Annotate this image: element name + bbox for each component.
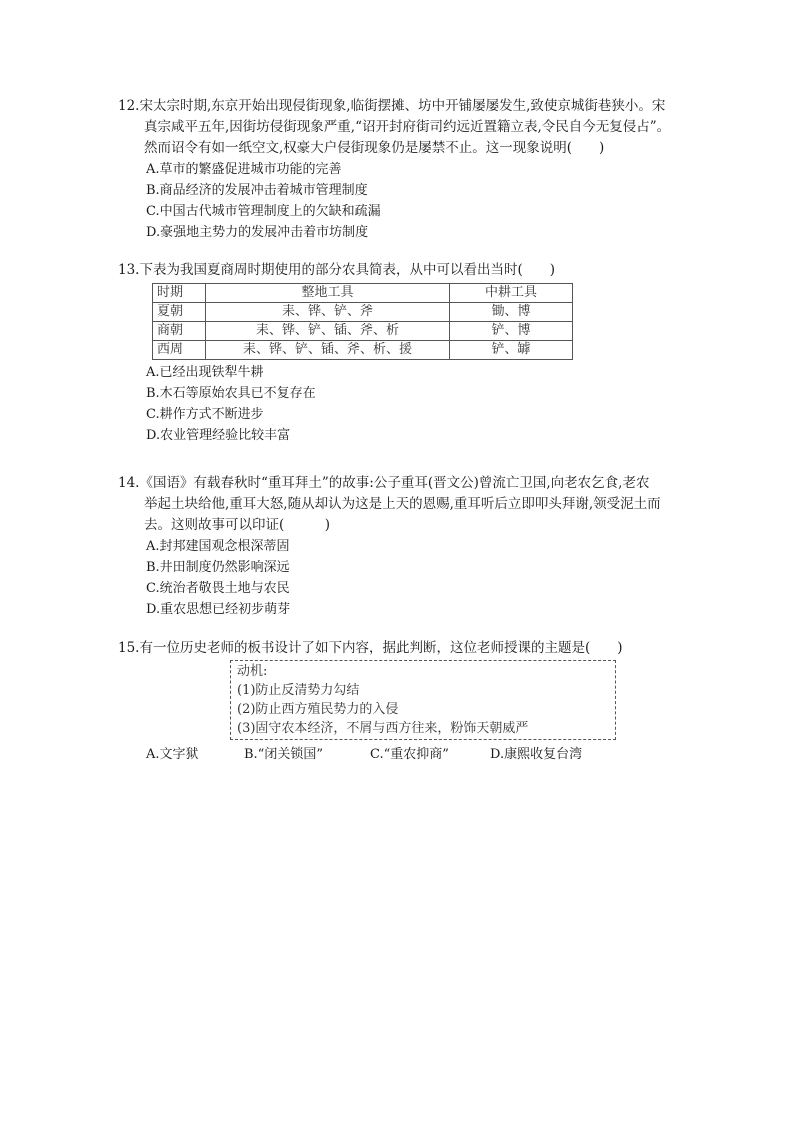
table-cell: 耒、铧、铲、锸、斧、析 <box>206 322 450 341</box>
question-stem <box>118 473 698 494</box>
option-b: B.木石等原始农具已不复存在 <box>146 386 316 401</box>
option-b: B.“闭关锁国” <box>244 747 323 762</box>
table-header-cell: 时期 <box>153 284 206 303</box>
table-header-row <box>153 284 573 303</box>
table-header-cell: 整地工具 <box>206 284 450 303</box>
option-d: D.农业管理经验比较丰富 <box>146 428 291 443</box>
option-c: C.统治者敬畏土地与农民 <box>146 581 290 596</box>
option-a: A.文字狱 <box>146 747 199 762</box>
table-row <box>153 322 573 341</box>
question-stem <box>118 96 698 117</box>
option-a: A.封邦建国观念根深蒂固 <box>146 539 290 554</box>
blackboard-box <box>230 660 616 740</box>
stem-line: 真宗咸平五年,因街坊侵街现象严重,“诏开封府街司约远近置籍立表,令民自今无复侵占”。 <box>144 119 671 135</box>
stem-line: 宋太宗时期,东京开始出现侵街现象,临街摆摊、坊中开铺屡屡发生,致使京城街巷狭小。宋 <box>139 98 666 114</box>
board-line: (3)固守农本经济，不屑与西方往来，粉饰天朝威严 <box>237 721 529 736</box>
question-15 <box>118 638 698 765</box>
table-row <box>153 341 573 360</box>
option-d: D.豪强地主势力的发展冲击着市坊制度 <box>146 225 369 240</box>
option-b: B.商品经济的发展冲击着城市管理制度 <box>146 183 368 198</box>
table-cell: 耒、铧、铲、锸、斧、析、援 <box>206 341 450 360</box>
table-cell: 商朝 <box>153 322 206 341</box>
table-cell: 锄、博 <box>450 303 573 322</box>
option-b: B.井田制度仍然影响深远 <box>146 560 290 575</box>
question-number: 14. <box>118 475 140 491</box>
stem-line: 有一位历史老师的板书设计了如下内容，据此判断，这位老师授课的主题是( ) <box>139 640 623 656</box>
option-c: C.中国古代城市管理制度上的欠缺和疏漏 <box>146 204 381 219</box>
question-number: 13. <box>118 262 140 278</box>
question-14 <box>118 473 698 620</box>
stem-line: 然而诏令有如一纸空文,权豪大户侵街现象仍是屡禁不止。这一现象说明( ) <box>144 140 605 156</box>
table-cell: 铲、罅 <box>450 341 573 360</box>
option-d: D.重农思想已经初步萌芽 <box>146 602 291 617</box>
table-header-cell: 中耕工具 <box>450 284 573 303</box>
table-cell: 西周 <box>153 341 206 360</box>
board-line: 动机: <box>237 664 268 679</box>
stem-line: 《国语》有载春秋时“重耳拜土”的故事:公子重耳(晋文公)曾流亡卫国,向老农乞食,老农 <box>139 475 650 491</box>
question-12 <box>118 96 698 243</box>
stem-line: 下表为我国夏商周时期使用的部分农具简表，从中可以看出当时( ) <box>139 262 556 278</box>
question-stem <box>118 638 698 659</box>
stem-line: 去。这则故事可以印证( ) <box>144 517 331 533</box>
option-a: A.草市的繁盛促进城市功能的完善 <box>146 162 342 177</box>
question-number: 12. <box>118 98 140 114</box>
board-line: (2)防止西方殖民势力的入侵 <box>237 702 399 717</box>
table-cell: 夏朝 <box>153 303 206 322</box>
options-row <box>118 744 698 765</box>
farm-tools-table <box>152 283 573 360</box>
option-a: A.已经出现铁犁牛耕 <box>146 365 264 380</box>
stem-line: 举起土块给他,重耳大怒,随从却认为这是上天的恩赐,重耳听后立即叩头拜谢,领受泥土而 <box>144 496 661 512</box>
table-cell: 铲、博 <box>450 322 573 341</box>
option-c: C.“重农抑商” <box>370 747 449 762</box>
question-13 <box>118 260 698 446</box>
table-row <box>153 303 573 322</box>
board-line: (1)防止反清势力勾结 <box>237 683 360 698</box>
question-stem <box>118 260 698 281</box>
option-d: D.康熙收复台湾 <box>490 747 583 762</box>
table-cell: 耒、铧、铲、斧 <box>206 303 450 322</box>
option-c: C.耕作方式不断进步 <box>146 407 264 422</box>
question-number: 15. <box>118 640 140 656</box>
